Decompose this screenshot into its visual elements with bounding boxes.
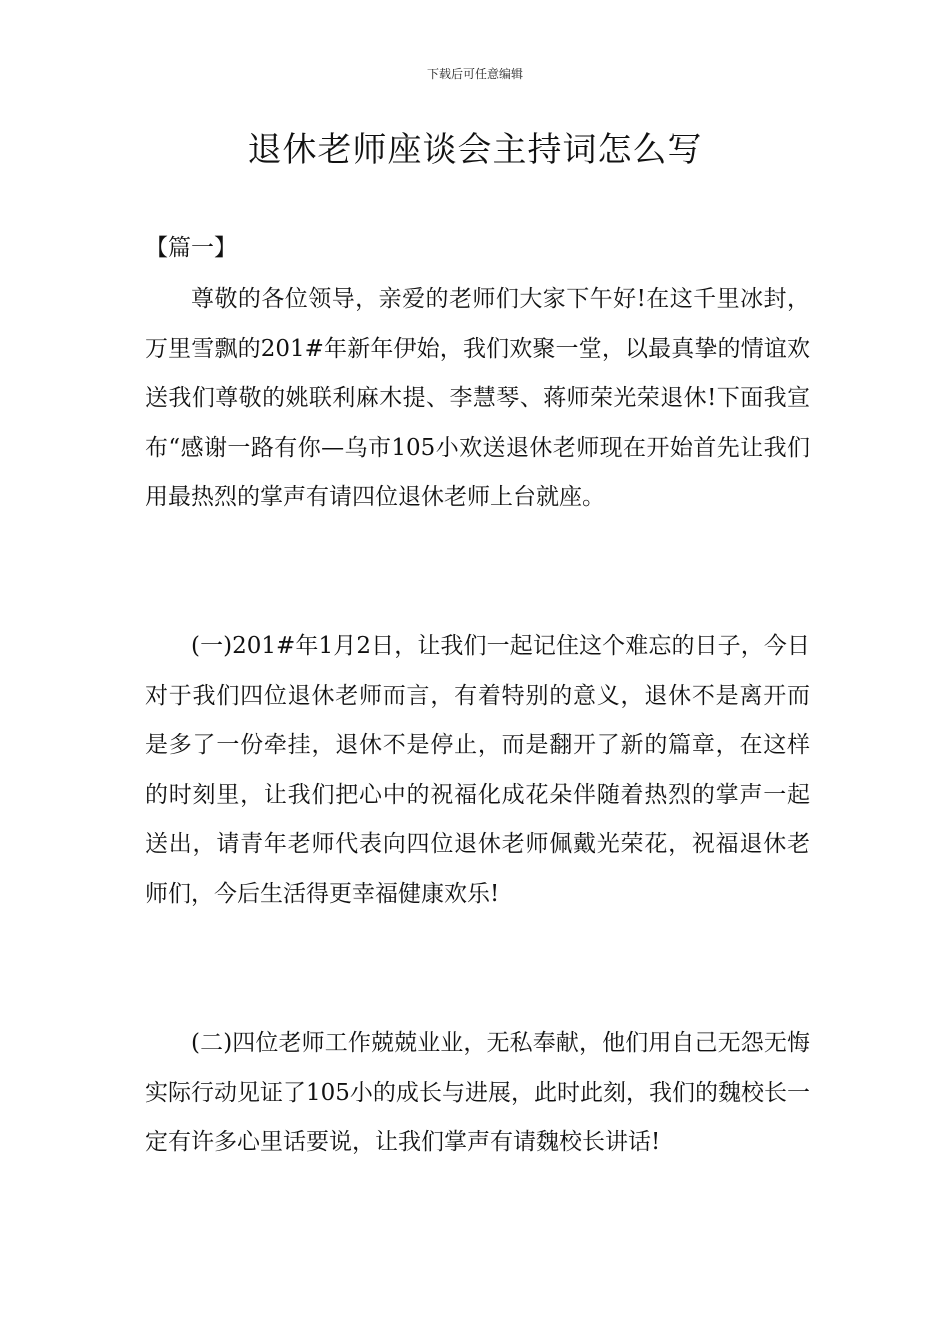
section-label: 【篇一】 bbox=[145, 235, 237, 261]
paragraph-3: (二)四位老师工作兢兢业业，无私奉献，他们用自己无怨无悔实际行动见证了105小的成长与进展，此时此刻，我们的魏校长一定有许多心里话要说，让我们掌声有请魏校长讲话! bbox=[145, 1030, 810, 1155]
paragraph-2: (一)201#年1月2日，让我们一起记住这个难忘的日子，今日对于我们四位退休老师而言，有着特别的意义，退休不是离开而是多了一份牵挂，退休不是停止，而是翻开了新的篇章，在这样的时刻里，让我们把心中的祝福化成花朵伴随着热烈的掌声一起送出，请青年老师代表向四位退休老师佩戴光荣花，祝福退休老师们，今后生活得更幸福健康欢乐! bbox=[145, 633, 810, 907]
document-title: 退休老师座谈会主持词怎么写 bbox=[247, 130, 703, 170]
paragraph-1: 尊敬的各位领导，亲爱的老师们大家下午好!在这千里冰封，万里雪飘的201#年新年伊始，我们欢聚一堂，以最真挚的情谊欢送我们尊敬的姚联利麻木提、李慧琴、蒋师荣光荣退休!下面我宣布“感谢一路有你—乌市105小欢送退休老师现在开始首先让我们用最热烈的掌声有请四位退休老师上台就座。 bbox=[145, 286, 810, 510]
header-note: 下载后可任意编辑 bbox=[426, 67, 523, 81]
